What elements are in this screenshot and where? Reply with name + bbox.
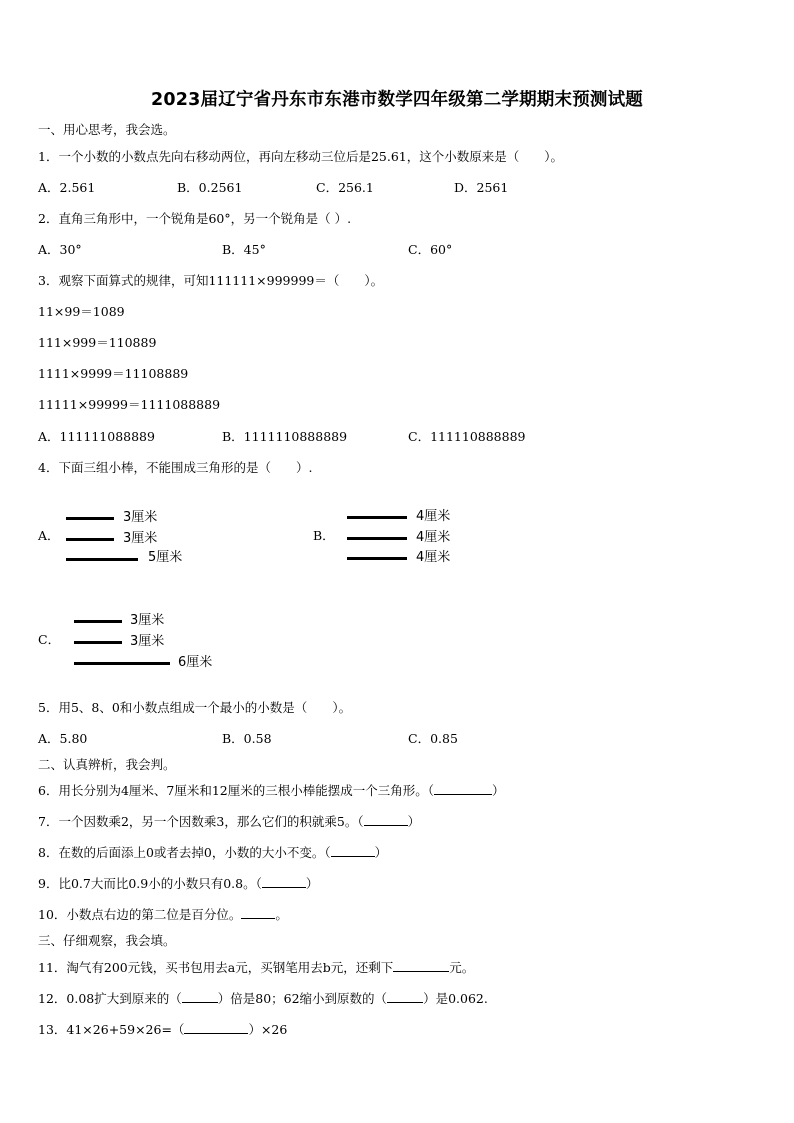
question-11 [38,958,474,976]
q12-answer-blank-2[interactable] [387,990,423,1003]
q9-answer-blank[interactable] [262,875,306,888]
q3-option-c[interactable]: C．111110888889 [408,429,526,444]
question-5: 5．用5、8、0和小数点组成一个最小的小数是（ ）。 [38,700,352,715]
q4-option-b[interactable]: B． [313,528,335,543]
q8-text: 8．在数的后面添上0或者去掉0，小数的大小不变。（ [38,845,331,860]
q4-b-stick-1-label: 4厘米 [416,509,451,524]
q4-c-stick-3 [74,662,170,665]
q12-part-1: 12．0.08扩大到原来的（ [38,991,182,1006]
question-2: 2．直角三角形中，一个锐角是60°，另一个锐角是（ ）. [38,211,352,226]
q6-end: ） [492,783,505,798]
q10-end: 。 [275,907,288,922]
question-8 [38,843,387,861]
q13-part-2: ）×26 [248,1022,288,1037]
q12-part-3: ）是0.062. [423,991,488,1006]
q8-end: ） [374,845,388,860]
question-12 [38,989,488,1007]
q6-answer-blank[interactable] [434,782,492,795]
question-13 [38,1020,287,1038]
q2-option-a[interactable]: A．30° [38,242,82,257]
q4-c-stick-2-label: 3厘米 [130,634,165,649]
q4-a-stick-3 [66,558,138,561]
q4-b-stick-1 [347,516,407,519]
q5-option-c[interactable]: C．0.85 [408,731,458,746]
q9-end: ） [305,876,319,891]
q11-text: 11．淘气有200元钱，买书包用去a元，买钢笔用去b元，还剩下 [38,960,394,975]
q4-a-stick-1-label: 3厘米 [123,510,158,525]
q4-a-stick-2-label: 3厘米 [123,531,158,546]
q5-option-b[interactable]: B．0.58 [222,731,272,746]
q7-text: 7．一个因数乘2，另一个因数乘3，那么它们的积就乘5。（ [38,814,364,829]
section-1-heading: 一、用心思考，我会选。 [38,122,176,137]
q4-option-c[interactable]: C． [38,632,61,647]
page-title: 2023届辽宁省丹东市东港市数学四年级第二学期期末预测试题 [150,90,643,110]
q3-equation-1: 11×99＝1089 [38,304,125,319]
q4-a-stick-3-label: 5厘米 [148,550,183,565]
q1-option-b[interactable]: B．0.2561 [177,180,243,195]
q3-option-b[interactable]: B．1111110888889 [222,429,348,444]
q1-option-c[interactable]: C．256.1 [316,180,374,195]
q4-c-stick-2 [74,641,122,644]
q11-answer-blank[interactable] [393,959,449,972]
question-6 [38,781,505,799]
q6-text: 6．用长分别为4厘米、7厘米和12厘米的三根小棒能摆成一个三角形。（ [38,783,435,798]
q3-equation-2: 111×999＝110889 [38,335,157,350]
q3-option-a[interactable]: A．111111088889 [38,429,155,444]
q4-c-stick-1 [74,620,122,623]
q13-answer-blank[interactable] [184,1021,248,1034]
q2-option-c[interactable]: C．60° [408,242,453,257]
q3-equation-3: 1111×9999＝11108889 [38,366,189,381]
q2-option-b[interactable]: B．45° [222,242,266,257]
q1-option-d[interactable]: D．2561 [454,180,509,195]
q12-part-2: ）倍是80；62缩小到原数的（ [217,991,388,1006]
q4-a-stick-2 [66,538,114,541]
section-3-heading: 三、仔细观察，我会填。 [38,933,176,948]
question-7 [38,812,420,830]
question-10 [38,905,288,923]
q4-a-stick-1 [66,517,114,520]
q8-answer-blank[interactable] [331,844,375,857]
q5-option-a[interactable]: A．5.80 [38,731,88,746]
q4-c-stick-3-label: 6厘米 [178,655,213,670]
q11-end: 元。 [449,960,475,975]
q4-b-stick-2-label: 4厘米 [416,530,451,545]
q4-option-a[interactable]: A． [38,528,60,543]
question-1: 1．一个小数的小数点先向右移动两位，再向左移动三位后是25.61，这个小数原来是（ ）。 [38,149,563,164]
q3-equation-4: 11111×99999＝1111088889 [38,397,221,412]
question-4: 4．下面三组小棒，不能围成三角形的是（ ）. [38,460,313,475]
question-9 [38,874,318,892]
q4-b-stick-2 [347,537,407,540]
q13-part-1: 13．41×26+59×26=（ [38,1022,185,1037]
q4-b-stick-3 [347,557,407,560]
question-3: 3．观察下面算式的规律，可知111111×999999＝（ ）。 [38,273,384,288]
q10-text: 10．小数点右边的第二位是百分位。 [38,907,242,922]
q4-c-stick-1-label: 3厘米 [130,613,165,628]
q7-end: ） [407,814,421,829]
section-2-heading: 二、认真辨析，我会判。 [38,757,176,772]
q10-answer-blank[interactable] [241,906,275,919]
q4-b-stick-3-label: 4厘米 [416,550,451,565]
q1-option-a[interactable]: A．2.561 [38,180,96,195]
q7-answer-blank[interactable] [364,813,408,826]
q9-text: 9．比0.7大而比0.9小的小数只有0.8。（ [38,876,262,891]
q12-answer-blank-1[interactable] [182,990,218,1003]
